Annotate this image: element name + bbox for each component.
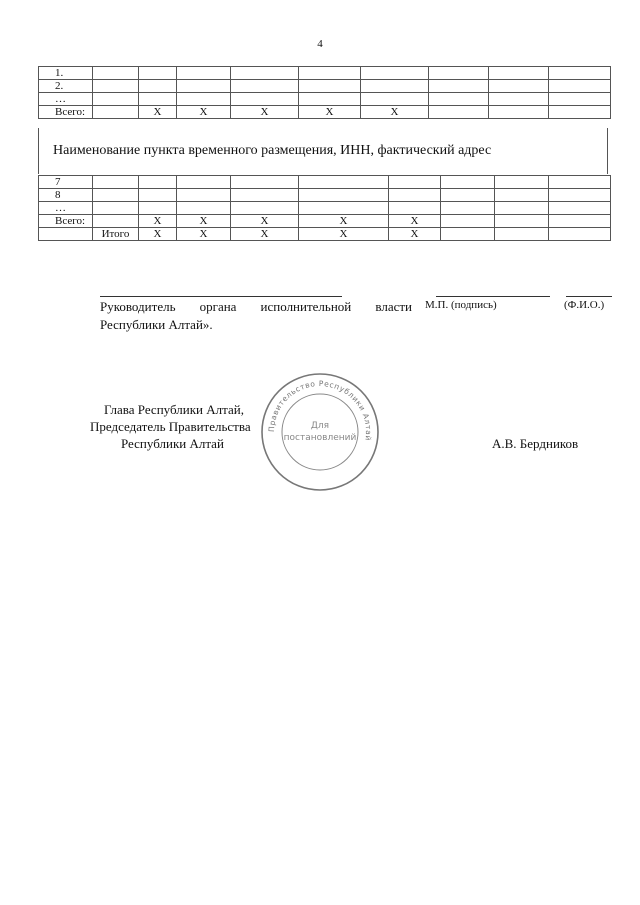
- table-cell: Х: [389, 215, 441, 228]
- table-cell: Х: [299, 106, 361, 119]
- table-cell: Х: [231, 106, 299, 119]
- table-cell: [93, 189, 139, 202]
- table-cell: Х: [299, 215, 389, 228]
- table-cell: [489, 80, 549, 93]
- table-cell: [429, 80, 489, 93]
- table-cell: [429, 67, 489, 80]
- table-cell: Х: [177, 106, 231, 119]
- table-cell: [177, 189, 231, 202]
- table-cell: [93, 202, 139, 215]
- table-cell: Х: [299, 228, 389, 241]
- table-cell: Х: [139, 228, 177, 241]
- table-cell: …: [39, 202, 93, 215]
- table-cell: Х: [361, 106, 429, 119]
- table-cell: [139, 202, 177, 215]
- head-title-line2: Председатель Правительства: [90, 419, 251, 434]
- table-cell: [495, 202, 549, 215]
- table-cell: [231, 176, 299, 189]
- table-cell: [441, 215, 495, 228]
- table-cell: Х: [139, 106, 177, 119]
- data-table-1: [38, 66, 611, 119]
- table-row: [39, 106, 611, 119]
- head-name: А.В. Бердников: [492, 436, 579, 451]
- table-cell: [139, 176, 177, 189]
- table-cell: [489, 67, 549, 80]
- table-row: [39, 67, 611, 80]
- table-cell: [177, 176, 231, 189]
- signature-line-fio: [566, 296, 612, 297]
- table-cell: [441, 202, 495, 215]
- table-cell: [93, 176, 139, 189]
- table-cell: [39, 228, 93, 241]
- table-cell: [177, 67, 231, 80]
- table-cell: [139, 189, 177, 202]
- table-cell: [549, 176, 611, 189]
- table-cell: Итого: [93, 228, 139, 241]
- table-cell: [495, 228, 549, 241]
- table-cell: Х: [231, 228, 299, 241]
- table-cell: [177, 80, 231, 93]
- table-cell: [361, 93, 429, 106]
- signature-line-organ: [100, 296, 342, 297]
- table-cell: [139, 93, 177, 106]
- table-cell: [231, 202, 299, 215]
- table-row: [39, 176, 611, 189]
- table-row: [39, 202, 611, 215]
- seal-ring-text: Правительство Республики Алтай: [266, 378, 374, 442]
- table-cell: 7: [39, 176, 93, 189]
- table-cell: [549, 189, 611, 202]
- table-cell: [495, 189, 549, 202]
- table-cell: [361, 67, 429, 80]
- table-cell: Всего:: [39, 106, 93, 119]
- table-cell: [495, 176, 549, 189]
- table-cell: [441, 189, 495, 202]
- table-cell: [549, 215, 611, 228]
- table-cell: 8: [39, 189, 93, 202]
- table-cell: Х: [177, 228, 231, 241]
- table-cell: [299, 80, 361, 93]
- table-cell: [93, 80, 139, 93]
- table-cell: Х: [177, 215, 231, 228]
- table-cell: [299, 176, 389, 189]
- table-cell: [139, 67, 177, 80]
- table-cell: [139, 80, 177, 93]
- table-cell: [93, 67, 139, 80]
- table-cell: [361, 80, 429, 93]
- seal-center-line2: постановлений: [283, 433, 357, 443]
- table-row: [39, 215, 611, 228]
- table-cell: Х: [139, 215, 177, 228]
- head-title-line3: Республики Алтай: [121, 436, 224, 451]
- table-cell: Всего:: [39, 215, 93, 228]
- table-cell: [299, 67, 361, 80]
- table-cell: [231, 189, 299, 202]
- table-cell: [93, 93, 139, 106]
- official-seal: [258, 370, 382, 494]
- table-cell: [299, 189, 389, 202]
- table-cell: [389, 176, 441, 189]
- table-cell: …: [39, 93, 93, 106]
- signature-fio-label: (Ф.И.О.): [564, 299, 605, 311]
- table-cell: 2.: [39, 80, 93, 93]
- table-cell: [93, 106, 139, 119]
- table-cell: Х: [231, 215, 299, 228]
- table-cell: [231, 93, 299, 106]
- table-cell: [441, 176, 495, 189]
- table-cell: [429, 93, 489, 106]
- table-cell: [549, 93, 611, 106]
- table-row: [39, 80, 611, 93]
- table-cell: [429, 106, 489, 119]
- table-cell: [231, 67, 299, 80]
- table-cell: [441, 228, 495, 241]
- head-title-line1: Глава Республики Алтай,: [104, 402, 244, 417]
- signature-title-line2: Республики Алтай».: [100, 317, 213, 332]
- seal-center-line1: Для: [310, 421, 330, 431]
- table-cell: [231, 80, 299, 93]
- table-row: [39, 189, 611, 202]
- table-cell: Х: [389, 228, 441, 241]
- table-cell: [389, 189, 441, 202]
- table-cell: [549, 106, 611, 119]
- table-cell: [177, 93, 231, 106]
- table-row: [39, 228, 611, 241]
- table-cell: [177, 202, 231, 215]
- table-cell: [549, 80, 611, 93]
- data-table-2: [38, 175, 611, 241]
- table-cell: [549, 202, 611, 215]
- section-heading: Наименование пункта временного размещения, ИНН, фактический адрес: [38, 128, 608, 174]
- signature-mp-label: М.П. (подпись): [425, 299, 497, 311]
- table-cell: [489, 93, 549, 106]
- table-cell: [495, 215, 549, 228]
- table-cell: [299, 202, 389, 215]
- signature-title-line1: Руководитель органа исполнительной власти: [100, 299, 412, 314]
- table-cell: [549, 67, 611, 80]
- table-cell: [93, 215, 139, 228]
- table-cell: [549, 228, 611, 241]
- table-cell: [489, 106, 549, 119]
- table-cell: [299, 93, 361, 106]
- table-row: [39, 93, 611, 106]
- page-number: 4: [317, 38, 323, 50]
- signature-line-sign: [436, 296, 550, 297]
- table-cell: [389, 202, 441, 215]
- table-cell: 1.: [39, 67, 93, 80]
